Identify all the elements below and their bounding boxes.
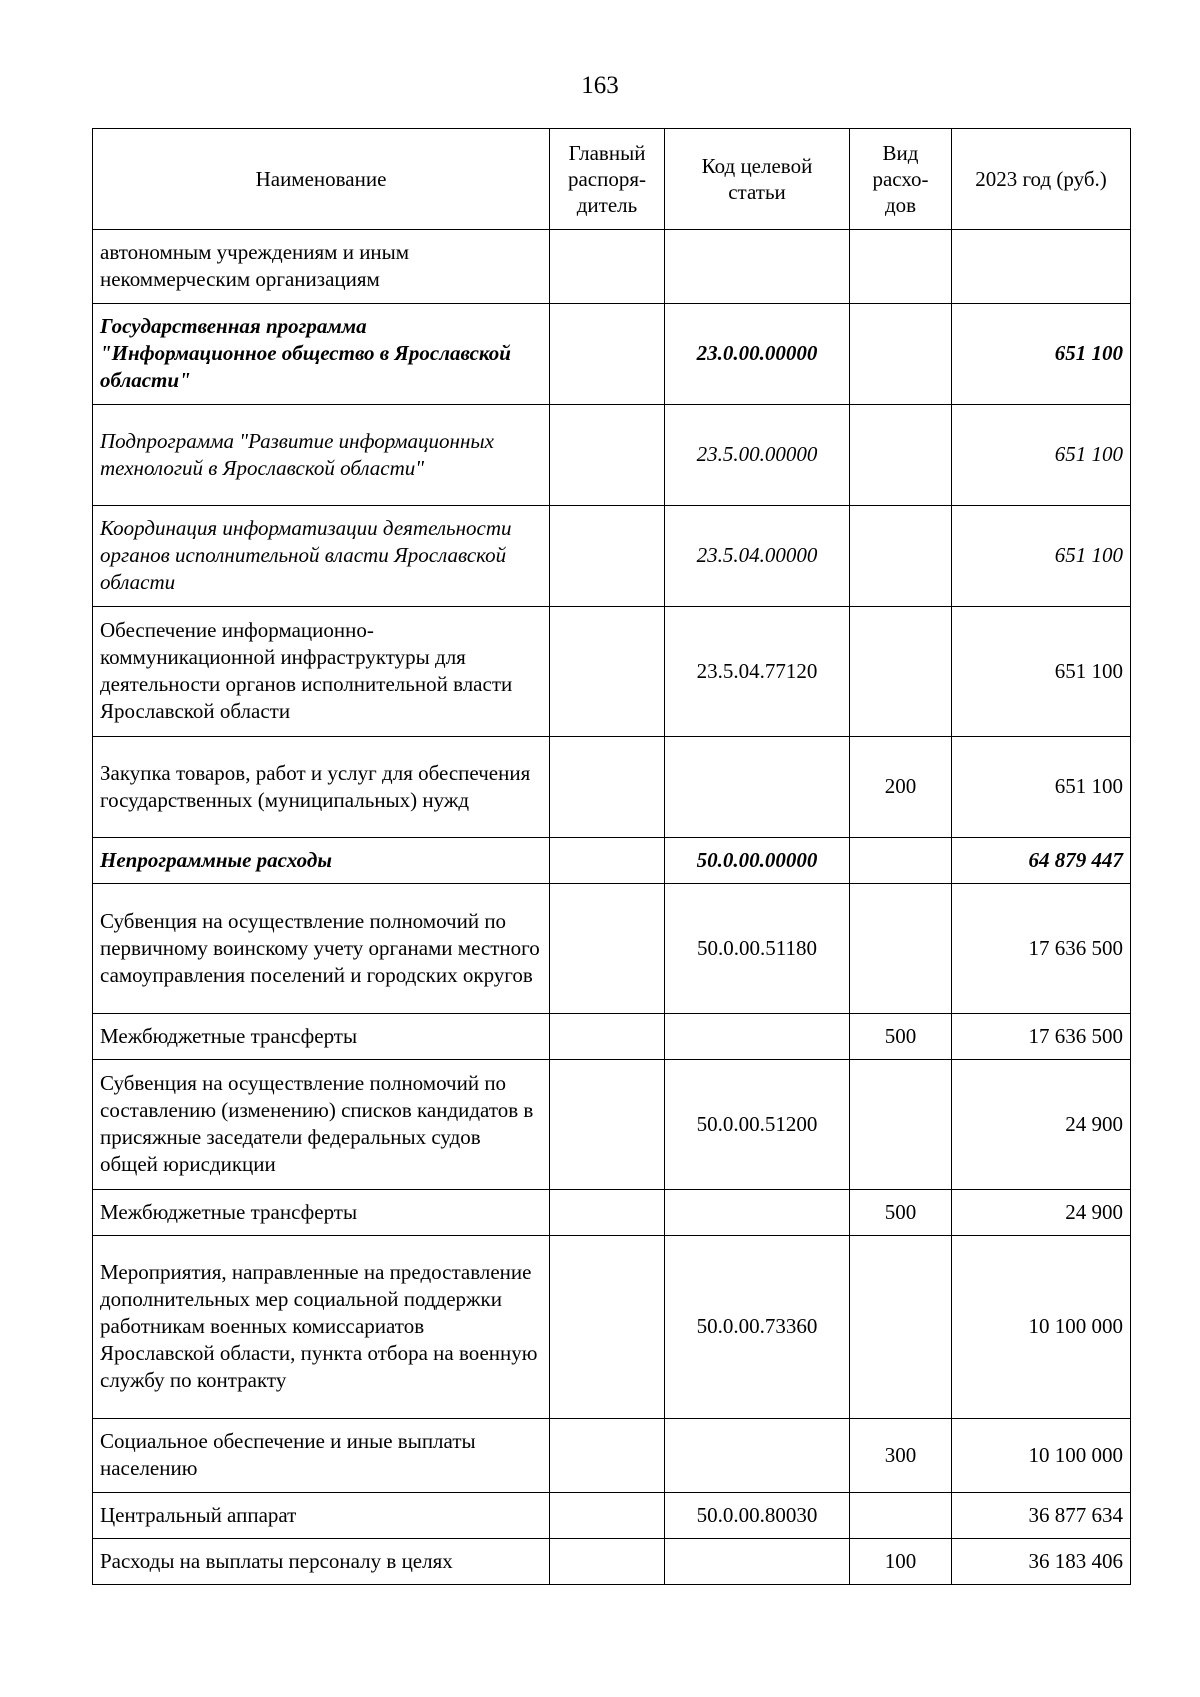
row-target-code-cell: 50.0.00.51180 — [665, 884, 850, 1014]
budget-table — [92, 128, 1131, 1585]
row-amount-cell: 651 100 — [952, 737, 1131, 838]
table-row — [93, 1236, 1131, 1419]
row-amount-cell: 17 636 500 — [952, 884, 1131, 1014]
row-expense-type-cell — [850, 230, 952, 304]
row-manager-cell — [550, 506, 665, 607]
header-expense-type: Вид расхо- дов — [850, 129, 952, 230]
row-expense-type-cell: 200 — [850, 737, 952, 838]
row-amount-cell: 36 183 406 — [952, 1539, 1131, 1585]
row-manager-cell — [550, 1190, 665, 1236]
row-expense-type-cell — [850, 506, 952, 607]
row-amount-cell: 24 900 — [952, 1190, 1131, 1236]
row-name-cell: Непрограммные расходы — [93, 838, 550, 884]
row-name-cell: Субвенция на осуществление полномочий по первичному воинскому учету органами местного самоуправления поселений и городских округов — [93, 884, 550, 1014]
row-name-cell: Закупка товаров, работ и услуг для обеспечения государственных (муниципальных) нужд — [93, 737, 550, 838]
table-row — [93, 884, 1131, 1014]
row-expense-type-cell — [850, 304, 952, 405]
row-manager-cell — [550, 1419, 665, 1493]
row-amount-cell: 24 900 — [952, 1060, 1131, 1190]
row-target-code-cell: 23.5.04.77120 — [665, 607, 850, 737]
row-expense-type-cell — [850, 1060, 952, 1190]
row-name-cell: Обеспечение информационно-коммуникационной инфраструктуры для деятельности органов исполнительной власти Ярославской области — [93, 607, 550, 737]
row-target-code-cell — [665, 1539, 850, 1585]
row-manager-cell — [550, 607, 665, 737]
header-target-code: Код целевой статьи — [665, 129, 850, 230]
row-manager-cell — [550, 405, 665, 506]
row-amount-cell — [952, 230, 1131, 304]
row-manager-cell — [550, 737, 665, 838]
header-name: Наименование — [93, 129, 550, 230]
row-target-code-cell — [665, 1419, 850, 1493]
table-row — [93, 607, 1131, 737]
table-row — [93, 1539, 1131, 1585]
page-number: 163 — [581, 72, 619, 99]
row-amount-cell: 651 100 — [952, 304, 1131, 405]
row-manager-cell — [550, 1060, 665, 1190]
row-name-cell: Центральный аппарат — [93, 1493, 550, 1539]
table-row — [93, 506, 1131, 607]
row-target-code-cell: 23.5.00.00000 — [665, 405, 850, 506]
row-target-code-cell: 50.0.00.73360 — [665, 1236, 850, 1419]
row-amount-cell: 64 879 447 — [952, 838, 1131, 884]
row-amount-cell: 36 877 634 — [952, 1493, 1131, 1539]
row-manager-cell — [550, 1493, 665, 1539]
row-name-cell: Расходы на выплаты персоналу в целях — [93, 1539, 550, 1585]
row-expense-type-cell — [850, 607, 952, 737]
row-manager-cell — [550, 1236, 665, 1419]
row-expense-type-cell — [850, 1493, 952, 1539]
row-manager-cell — [550, 1539, 665, 1585]
row-name-cell: Межбюджетные трансферты — [93, 1190, 550, 1236]
row-name-cell: Государственная программа "Информационное общество в Ярославской области" — [93, 304, 550, 405]
row-expense-type-cell: 100 — [850, 1539, 952, 1585]
row-expense-type-cell — [850, 884, 952, 1014]
row-name-cell: Межбюджетные трансферты — [93, 1014, 550, 1060]
table-body — [93, 230, 1131, 1585]
header-year: 2023 год (руб.) — [952, 129, 1131, 230]
table-row — [93, 737, 1131, 838]
row-name-cell: Координация информатизации деятельности органов исполнительной власти Ярославской области — [93, 506, 550, 607]
row-expense-type-cell: 300 — [850, 1419, 952, 1493]
row-amount-cell: 17 636 500 — [952, 1014, 1131, 1060]
row-expense-type-cell: 500 — [850, 1014, 952, 1060]
header-manager: Главный распоря- дитель — [550, 129, 665, 230]
row-manager-cell — [550, 304, 665, 405]
row-name-cell: Мероприятия, направленные на предоставление дополнительных мер социальной поддержки работникам военных комиссариатов Ярославской области, пункта отбора на военную службу по контракту — [93, 1236, 550, 1419]
table-row — [93, 1190, 1131, 1236]
table-row — [93, 838, 1131, 884]
row-amount-cell: 651 100 — [952, 405, 1131, 506]
row-name-cell: Социальное обеспечение и иные выплаты населению — [93, 1419, 550, 1493]
table-row — [93, 1419, 1131, 1493]
row-amount-cell: 10 100 000 — [952, 1419, 1131, 1493]
row-target-code-cell — [665, 1190, 850, 1236]
row-amount-cell: 651 100 — [952, 607, 1131, 737]
row-amount-cell: 10 100 000 — [952, 1236, 1131, 1419]
row-expense-type-cell — [850, 1236, 952, 1419]
row-target-code-cell: 50.0.00.80030 — [665, 1493, 850, 1539]
table-row — [93, 1014, 1131, 1060]
table-header-row — [93, 129, 1131, 230]
row-expense-type-cell — [850, 405, 952, 506]
table-row — [93, 1493, 1131, 1539]
table-row — [93, 1060, 1131, 1190]
table-row — [93, 230, 1131, 304]
row-target-code-cell — [665, 230, 850, 304]
row-target-code-cell: 50.0.00.00000 — [665, 838, 850, 884]
row-expense-type-cell: 500 — [850, 1190, 952, 1236]
row-manager-cell — [550, 1014, 665, 1060]
row-manager-cell — [550, 838, 665, 884]
row-target-code-cell: 23.5.04.00000 — [665, 506, 850, 607]
row-manager-cell — [550, 230, 665, 304]
row-expense-type-cell — [850, 838, 952, 884]
table-row — [93, 405, 1131, 506]
row-name-cell: автономным учреждениям и иным некоммерческим организациям — [93, 230, 550, 304]
row-name-cell: Подпрограмма "Развитие информационных технологий в Ярославской области" — [93, 405, 550, 506]
row-target-code-cell: 23.0.00.00000 — [665, 304, 850, 405]
row-target-code-cell — [665, 737, 850, 838]
row-manager-cell — [550, 884, 665, 1014]
row-name-cell: Субвенция на осуществление полномочий по составлению (изменению) списков кандидатов в присяжные заседатели федеральных судов общей юрисдикции — [93, 1060, 550, 1190]
row-amount-cell: 651 100 — [952, 506, 1131, 607]
row-target-code-cell — [665, 1014, 850, 1060]
table-row — [93, 304, 1131, 405]
row-target-code-cell: 50.0.00.51200 — [665, 1060, 850, 1190]
